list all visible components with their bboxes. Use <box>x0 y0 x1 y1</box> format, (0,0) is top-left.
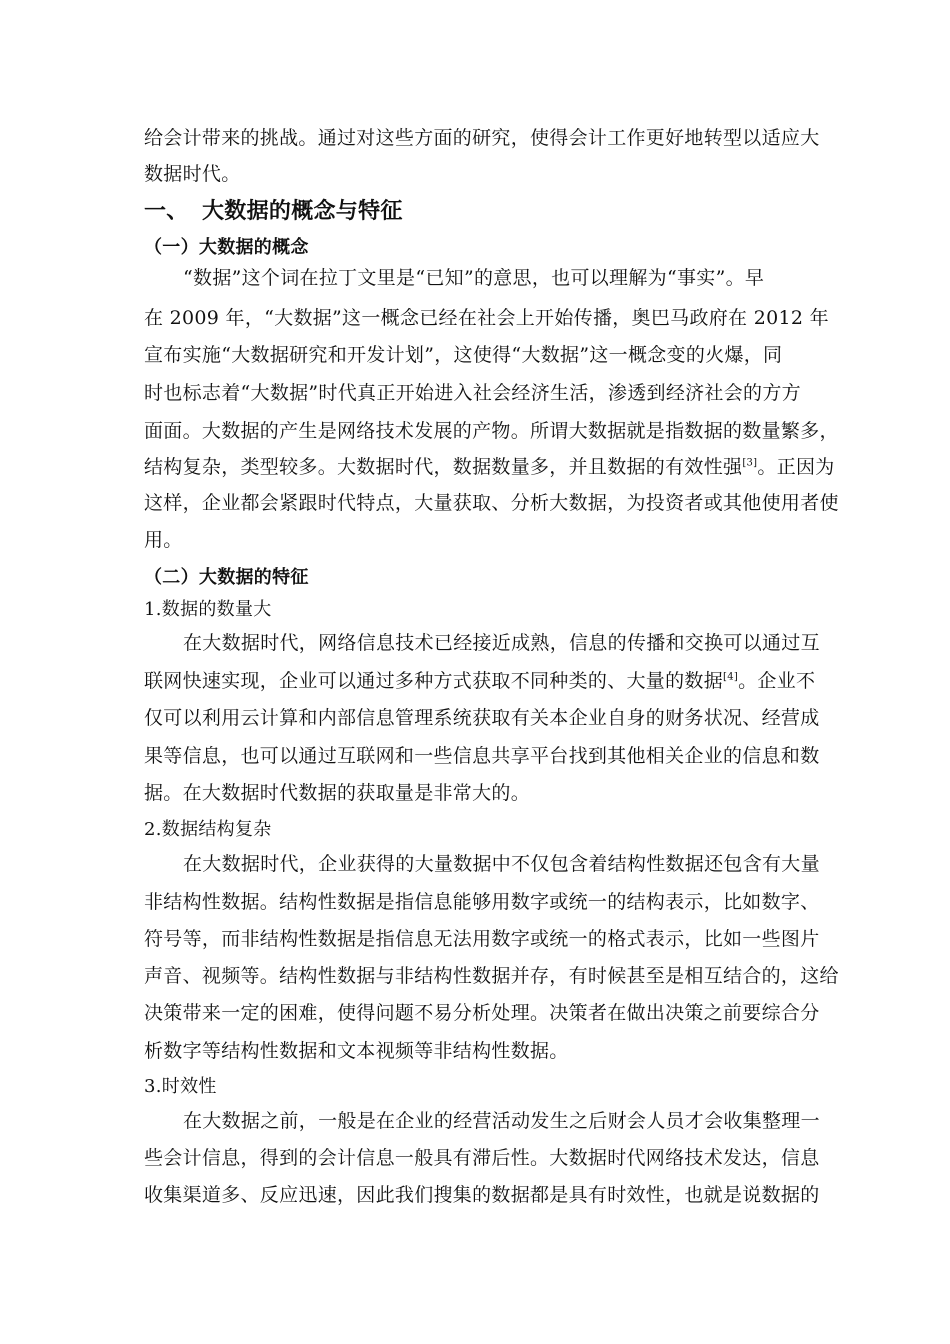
paragraph-line: 声音、视频等。结构性数据与非结构性数据并存，有时候甚至是相互结合的，这给 <box>144 965 839 987</box>
item-1-title: 1.数据的数量大 <box>144 599 272 620</box>
paragraph-line: “数据”这个词在拉丁文里是“已知”的意思，也可以理解为“事实”。早 <box>183 267 765 289</box>
paragraph-text: 联网快速实现，企业可以通过多种方式获取不同种类的、大量的数据 <box>144 670 724 692</box>
paragraph-text: 。企业不 <box>738 670 816 692</box>
paragraph-line: 些会计信息，得到的会计信息一般具有滞后性。大数据时代网络技术发达，信息 <box>144 1147 820 1169</box>
paragraph-line: 用。 <box>144 529 183 551</box>
item-2-title: 2.数据结构复杂 <box>144 819 272 840</box>
paragraph-line: 在大数据之前，一般是在企业的经营活动发生之后财会人员才会收集整理一 <box>183 1110 820 1132</box>
paragraph-line: 这样，企业都会紧跟时代特点，大量获取、分析大数据，为投资者或其他使用者使 <box>144 492 839 514</box>
paragraph-text: 结构复杂，类型较多。大数据时代，数据数量多，并且数据的有效性强 <box>144 456 743 478</box>
paragraph-line-with-citation <box>144 672 815 691</box>
citation-ref: [4] <box>723 671 739 683</box>
paragraph-line: 在大数据时代，网络信息技术已经接近成熟，信息的传播和交换可以通过互 <box>183 632 820 654</box>
paragraph-line: 仅可以利用云计算和内部信息管理系统获取有关本企业自身的财务状况、经营成 <box>144 707 820 729</box>
citation-ref: [3] <box>742 457 758 469</box>
paragraph-line: 在 2009 年，“大数据”这一概念已经在社会上开始传播，奥巴马政府在 2012 年 <box>144 307 829 329</box>
section-heading <box>144 200 403 222</box>
section-number: 一、 <box>144 198 189 224</box>
section-title: 大数据的概念与特征 <box>202 198 403 224</box>
intro-line-2: 数据时代。 <box>144 163 241 185</box>
paragraph-line: 果等信息，也可以通过互联网和一些信息共享平台找到其他相关企业的信息和数 <box>144 745 820 767</box>
paragraph-line: 面面。大数据的产生是网络技术发展的产物。所谓大数据就是指数据的数量繁多， <box>144 420 839 442</box>
paragraph-line: 宣布实施“大数据研究和开发计划”，这使得“大数据”这一概念变的火爆，同 <box>144 344 783 366</box>
paragraph-line: 析数字等结构性数据和文本视频等非结构性数据。 <box>144 1040 569 1062</box>
paragraph-line: 符号等，而非结构性数据是指信息无法用数字或统一的格式表示，比如一些图片 <box>144 928 820 950</box>
paragraph-line-with-citation <box>144 458 835 477</box>
paragraph-line: 非结构性数据。结构性数据是指信息能够用数字或统一的结构表示，比如数字、 <box>144 891 820 913</box>
paragraph-line: 据。在大数据时代数据的获取量是非常大的。 <box>144 782 531 804</box>
paragraph-line: 在大数据时代，企业获得的大量数据中不仅包含着结构性数据还包含有大量 <box>183 853 820 875</box>
intro-line-1: 给会计带来的挑战。通过对这些方面的研究，使得会计工作更好地转型以适应大 <box>144 127 820 149</box>
paragraph-line: 决策带来一定的困难，使得问题不易分析处理。决策者在做出决策之前要综合分 <box>144 1002 820 1024</box>
subsection-2-heading: （二）大数据的特征 <box>144 567 309 588</box>
paragraph-line: 时也标志着“大数据”时代真正开始进入社会经济生活，渗透到经济社会的方方 <box>144 382 801 404</box>
paragraph-line: 收集渠道多、反应迅速，因此我们搜集的数据都是具有时效性，也就是说数据的 <box>144 1184 820 1206</box>
paragraph-text: 。正因为 <box>757 456 835 478</box>
item-3-title: 3.时效性 <box>144 1076 217 1097</box>
subsection-1-heading: （一）大数据的概念 <box>144 237 309 258</box>
